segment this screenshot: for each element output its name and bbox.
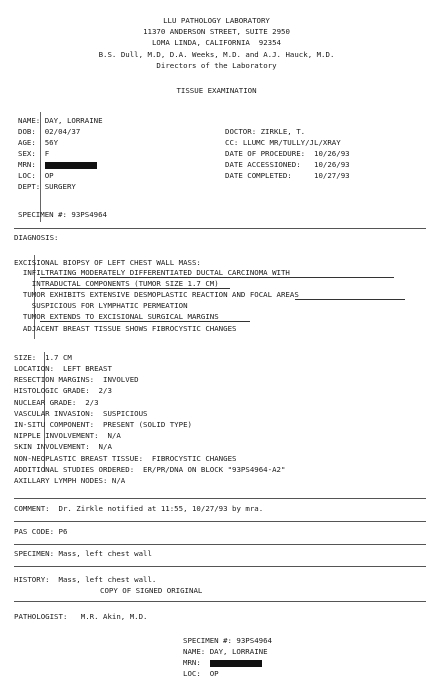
procedure-row (225, 149, 350, 159)
specimen-number: SPECIMEN #: 93PS4964 (18, 210, 107, 219)
diagnosis-line: ADJACENT BREAST TISSUE SHOWS FIBROCYSTIC CHANGES (14, 324, 237, 333)
sex-label: SEX: (18, 149, 36, 158)
patient-name-row (18, 116, 103, 126)
diagnosis-line: SUSPICIOUS FOR LYMPHATIC PERMEATION (14, 301, 188, 310)
completed-date: 10/27/93 (314, 171, 350, 180)
underline-mark (295, 299, 405, 300)
divider (14, 544, 426, 545)
loc-label: LOC: (18, 171, 36, 180)
footer-loc: LOC: OP (183, 669, 219, 678)
mrn-label: MRN: (18, 160, 36, 169)
diagnosis-line: TUMOR EXTENDS TO EXCISIONAL SURGICAL MARGINS (14, 312, 219, 321)
underline-mark (40, 288, 230, 289)
procedure-label: DATE OF PROCEDURE: (225, 149, 306, 158)
age-value: 56Y (44, 138, 59, 147)
address-line-2: LOMA LINDA, CALIFORNIA 92354 (151, 38, 282, 47)
finding-line: HISTOLOGIC GRADE: 2/3 (14, 386, 112, 395)
loc-value: OP (44, 171, 54, 180)
completed-row (225, 171, 350, 181)
finding-line: NUCLEAR GRADE: 2/3 (14, 398, 99, 407)
name-label: NAME: (18, 116, 41, 125)
footer-mrn-redaction (210, 660, 262, 667)
loc-row (18, 171, 54, 181)
footer-mrn-row (183, 658, 262, 668)
divider (14, 228, 426, 229)
completed-label: DATE COMPLETED: (225, 171, 292, 180)
footer-name: NAME: DAY, LORRAINE (183, 647, 268, 656)
dept-label: DEPT: (18, 182, 41, 191)
sex-row (18, 149, 49, 159)
accessioned-row (225, 160, 350, 170)
finding-line: VASCULAR INVASION: SUSPICIOUS (14, 409, 148, 418)
cc-label: CC: (225, 138, 239, 147)
underline-mark (40, 277, 394, 278)
procedure-date: 10/26/93 (314, 149, 350, 158)
dob-row (18, 127, 80, 137)
finding-line: SIZE: 1.7 CM (14, 353, 72, 362)
finding-line: LOCATION: LEFT BREAST (14, 364, 112, 373)
divider (14, 601, 426, 602)
sex-value: F (44, 149, 50, 158)
dob-label: DOB: (18, 127, 36, 136)
footer-specimen: SPECIMEN #: 93PS4964 (183, 636, 272, 645)
finding-line: IN-SITU COMPONENT: PRESENT (SOLID TYPE) (14, 420, 192, 429)
lab-name: LLU PATHOLOGY LABORATORY (163, 16, 270, 25)
directors-names: B.S. Dull, M.D, D.A. Weeks, M.D. and A.J. Hauck, M.D. (98, 50, 335, 59)
footer-mrn-label: MRN: (183, 658, 201, 667)
finding-line: ADDITIONAL STUDIES ORDERED: ER/PR/DNA ON BLOCK "93PS4964-A2" (14, 465, 286, 474)
pathologist-line: PATHOLOGIST: M.R. Akin, M.D. (14, 612, 148, 621)
divider (14, 566, 426, 567)
accessioned-date: 10/26/93 (314, 160, 350, 169)
cc-value: LLUMC MR/TULLY/JL/XRAY (242, 138, 341, 147)
diagnosis-line: EXCISIONAL BIOPSY OF LEFT CHEST WALL MASS: (14, 258, 201, 267)
finding-line: NIPPLE INVOLVEMENT: N/A (14, 431, 121, 440)
age-row (18, 138, 58, 148)
underline-mark (40, 321, 250, 322)
patient-name: DAY, LORRAINE (44, 116, 103, 125)
finding-line: SKIN INVOLVEMENT: N/A (14, 442, 112, 451)
report-title: TISSUE EXAMINATION (176, 86, 257, 95)
dept-value: SURGERY (44, 182, 76, 191)
finding-line: AXILLARY LYMPH NODES: N/A (14, 476, 126, 485)
mrn-row (18, 160, 97, 170)
dept-row (18, 182, 76, 192)
finding-line: RESECTION MARGINS: INVOLVED (14, 375, 139, 384)
dob-value: 02/04/37 (44, 127, 81, 136)
divider (14, 498, 426, 499)
accessioned-label: DATE ACCESSIONED: (225, 160, 301, 169)
diagnosis-line: TUMOR EXHIBITS EXTENSIVE DESMOPLASTIC REACTION AND FOCAL AREAS (14, 290, 299, 299)
doctor-row (225, 127, 305, 137)
diagnosis-heading: DIAGNOSIS: (14, 233, 59, 242)
doctor-value: ZIRKLE, T. (260, 127, 306, 136)
comment-line: COMMENT: Dr. Zirkle notified at 11:55, 10/27/93 by mra. (14, 504, 264, 513)
specimen-description: SPECIMEN: Mass, left chest wall (14, 549, 152, 558)
address-line-1: 11370 ANDERSON STREET, SUITE 2950 (143, 27, 290, 36)
history-line: HISTORY: Mass, left chest wall. (14, 575, 157, 584)
diagnosis-line: INFILTRATING MODERATELY DIFFERENTIATED DUCTAL CARCINOMA WITH (14, 268, 290, 277)
pas-code: PAS CODE: P6 (14, 527, 68, 536)
divider (14, 521, 426, 522)
age-label: AGE: (18, 138, 36, 147)
cc-row (225, 138, 341, 148)
diagnosis-line: INTRADUCTAL COMPONENTS (TUMOR SIZE 1.7 CM) (14, 279, 219, 288)
finding-line: NON-NEOPLASTIC BREAST TISSUE: FIBROCYSTIC CHANGES (14, 454, 237, 463)
doctor-label: DOCTOR: (225, 127, 257, 136)
mrn-redaction (45, 162, 97, 169)
directors-title: Directors of the Laboratory (156, 61, 277, 70)
copy-note: COPY OF SIGNED ORIGINAL (100, 586, 203, 595)
